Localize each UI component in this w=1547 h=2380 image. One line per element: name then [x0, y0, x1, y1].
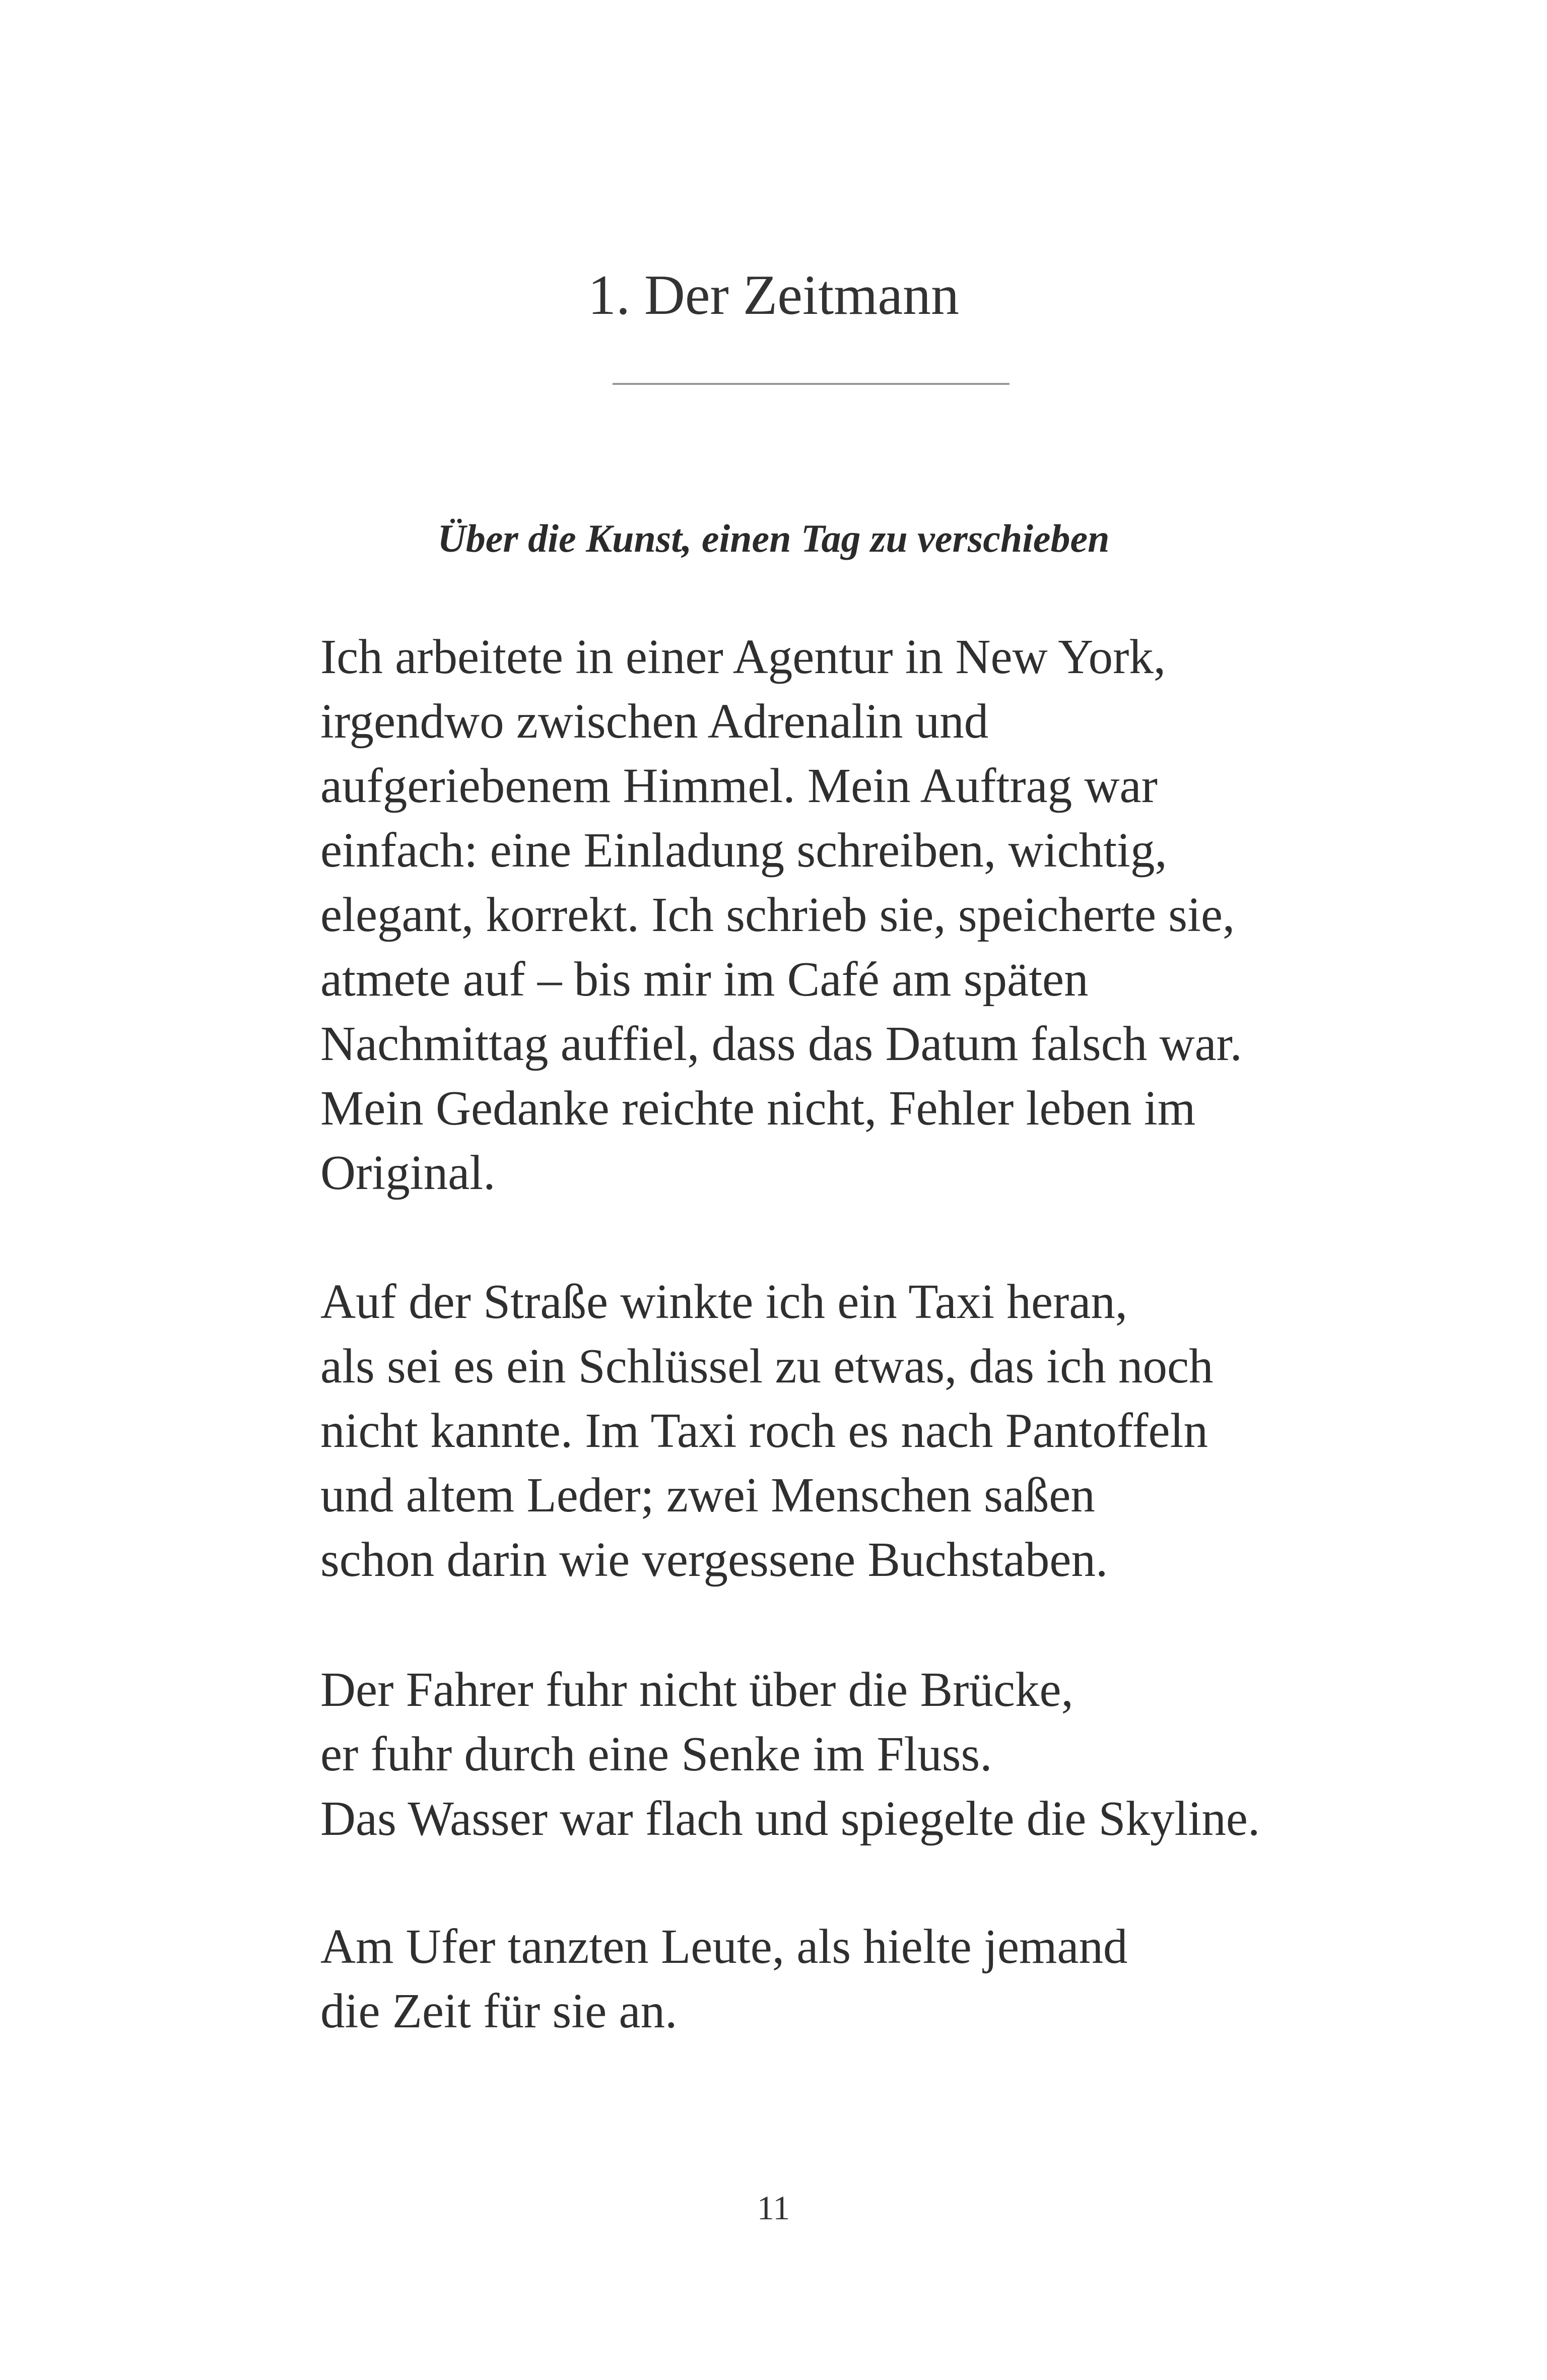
text-line: Das Wasser war flach und spiegelte die Skyline. [320, 1792, 1260, 1845]
text-line: Mein Gedanke reichte nicht, Fehler leben im [320, 1081, 1196, 1135]
text-line: die Zeit für sie an. [320, 1984, 678, 2038]
chapter-title: 1. Der Zeitmann [587, 264, 960, 326]
paragraph-4 [320, 1914, 1454, 2043]
text-line: atmete auf – bis mir im Café am späten [320, 952, 1089, 1006]
page-number: 11 [757, 2189, 790, 2227]
text-line: aufgeriebenem Himmel. Mein Auftrag war [320, 759, 1158, 813]
text-line: Ich arbeitete in einer Agentur in New York, [320, 630, 1166, 684]
title-divider [613, 383, 1010, 385]
text-line: er fuhr durch eine Senke im Fluss. [320, 1727, 992, 1781]
text-line: als sei es ein Schlüssel zu etwas, das ich noch [320, 1339, 1214, 1393]
text-line: einfach: eine Einladung schreiben, wichtig, [320, 823, 1167, 877]
text-line: Am Ufer tanzten Leute, als hielte jemand [320, 1920, 1128, 1973]
text-line: schon darin wie vergessene Buchstaben. [320, 1533, 1108, 1586]
paragraph-3 [320, 1658, 1454, 1851]
paragraph-1 [320, 625, 1454, 1205]
text-line: Der Fahrer fuhr nicht über die Brücke, [320, 1663, 1073, 1716]
text-line: Original. [320, 1146, 496, 1200]
text-line: und altem Leder; zwei Menschen saßen [320, 1468, 1095, 1522]
text-line: irgendwo zwischen Adrenalin und [320, 694, 989, 748]
text-line: nicht kannte. Im Taxi roch es nach Pantoffeln [320, 1404, 1208, 1458]
text-line: Nachmittag auffiel, dass das Datum falsch war. [320, 1017, 1242, 1071]
text-line: elegant, korrekt. Ich schrieb sie, speicherte sie, [320, 888, 1235, 942]
paragraph-2 [320, 1270, 1454, 1592]
chapter-subtitle: Über die Kunst, einen Tag zu verschieben [437, 516, 1110, 560]
text-line: Auf der Straße winkte ich ein Taxi heran, [320, 1275, 1128, 1329]
